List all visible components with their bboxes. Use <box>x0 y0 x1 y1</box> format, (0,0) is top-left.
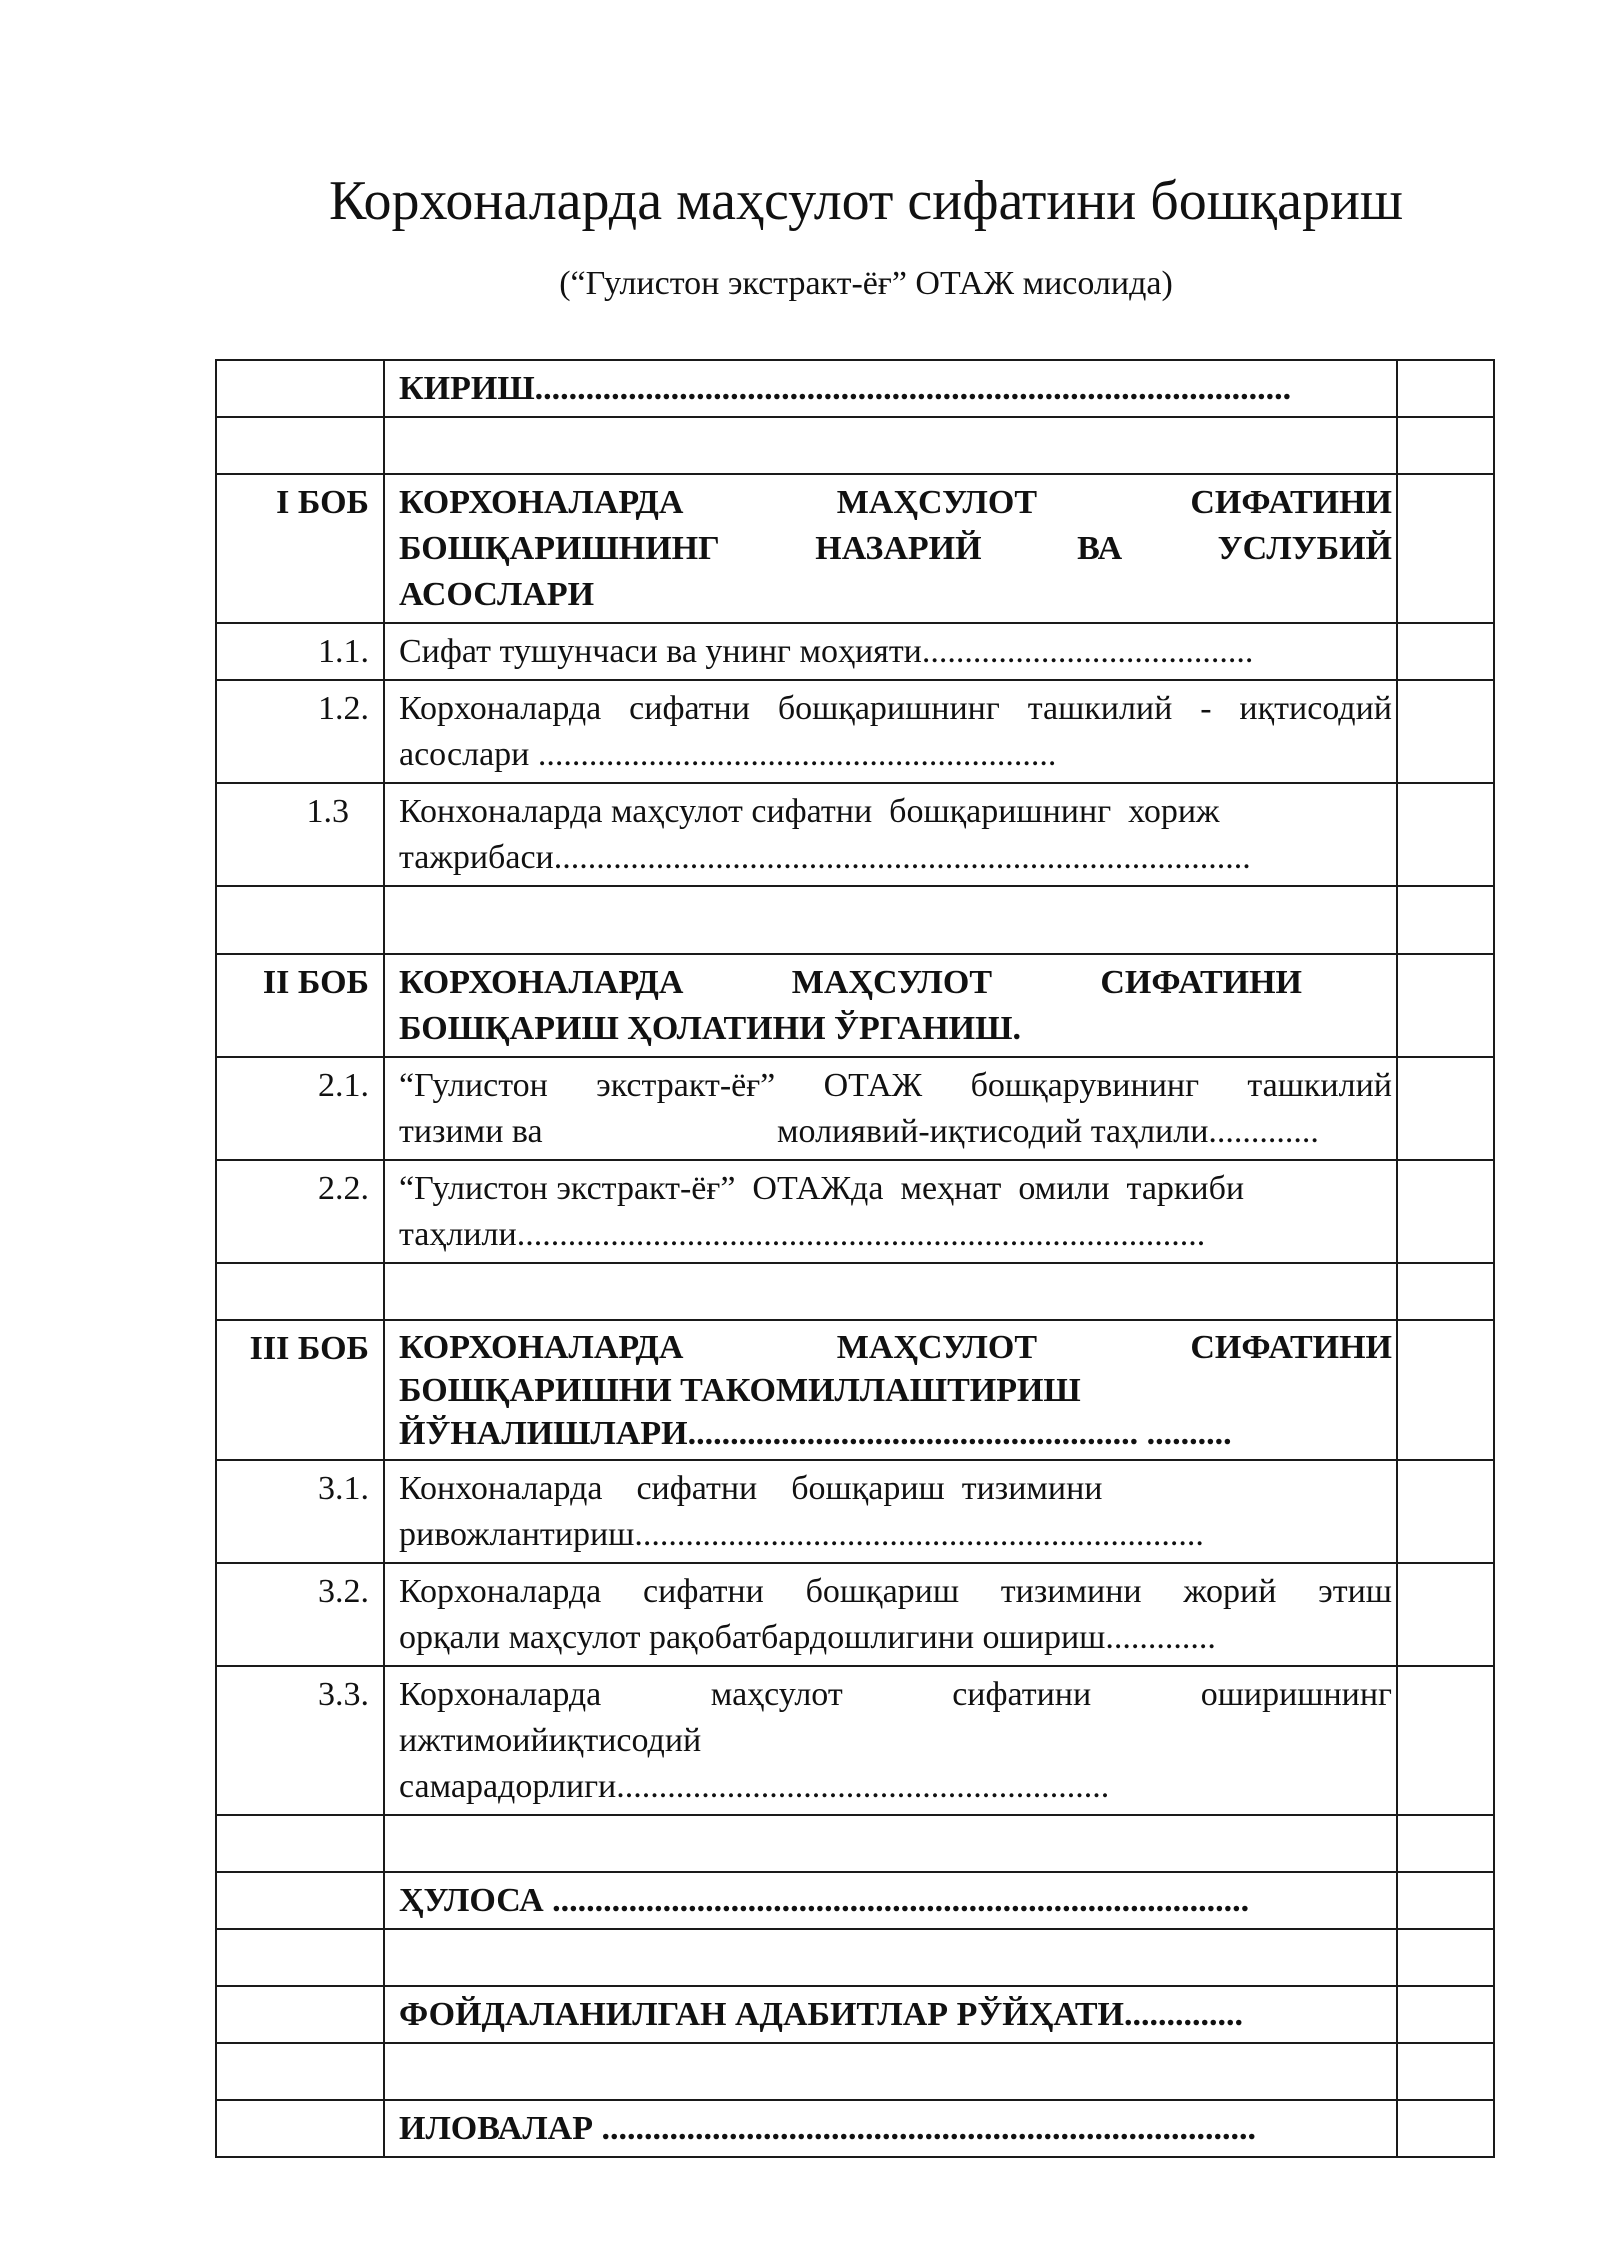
toc-entry-appendices[interactable] <box>384 2100 1397 2157</box>
toc-entry-line: тажрибаси.................................................................................. <box>399 839 1251 876</box>
toc-entry-section-3-1[interactable] <box>384 1460 1397 1563</box>
toc-row-section-3-1 <box>216 1460 1494 1563</box>
toc-entry-line: БОШҚАРИШНИНГ НАЗАРИЙ ВА УСЛУБИЙ <box>399 530 1392 567</box>
toc-page-cell <box>1397 1320 1494 1460</box>
toc-entry-line <box>399 1109 1392 1155</box>
toc-entry-line: ижтимоийиқтисодий <box>399 1722 702 1759</box>
toc-entry-line: Корхоналарда сифатни бошқаришнинг ташкилий - иқтисодий <box>399 690 1392 727</box>
toc-row-section-3-3 <box>216 1666 1494 1815</box>
toc-empty-cell <box>216 1263 384 1320</box>
toc-section-number: 1.2. <box>216 680 384 783</box>
toc-page-cell <box>1397 1460 1494 1563</box>
toc-spacer-row <box>216 1815 1494 1872</box>
toc-empty-cell <box>216 886 384 954</box>
toc-section-number: 1.3 <box>216 783 384 886</box>
table-of-contents <box>215 359 1495 2158</box>
toc-empty-cell <box>1397 2043 1494 2100</box>
toc-row-section-2-2 <box>216 1160 1494 1263</box>
toc-page-cell <box>1397 360 1494 417</box>
toc-entry-intro[interactable] <box>384 360 1397 417</box>
toc-entry-line: Конхоналарда маҳсулот сифатни бошқаришнинг хориж <box>399 793 1220 830</box>
toc-empty-cell <box>216 1815 384 1872</box>
toc-entry-fragment: молиявий-иқтисодий таҳлили............. <box>777 1113 1319 1150</box>
toc-entry-section-1-3[interactable] <box>384 783 1397 886</box>
document-subtitle: (“Гулистон экстракт-ёғ” ОТАЖ мисолида) <box>559 265 1173 302</box>
toc-entry-label: КИРИШ......................................................................................... <box>399 370 1292 407</box>
toc-empty-cell <box>1397 1263 1494 1320</box>
toc-entry-section-2-1[interactable] <box>384 1057 1397 1160</box>
toc-entry-line: орқали маҳсулот рақобатбардошлигини ошириш............. <box>399 1619 1216 1656</box>
toc-row-appendices <box>216 2100 1494 2157</box>
toc-page-cell <box>1397 474 1494 623</box>
toc-number-cell <box>216 2100 384 2157</box>
toc-empty-cell <box>216 2043 384 2100</box>
toc-page-cell <box>1397 2100 1494 2157</box>
toc-entry-section-3-2[interactable] <box>384 1563 1397 1666</box>
toc-page-cell <box>1397 1057 1494 1160</box>
document-title: Корхоналарда маҳсулот сифатини бошқариш <box>328 170 1404 232</box>
toc-entry-chapter-2[interactable] <box>384 954 1397 1057</box>
toc-empty-cell <box>384 1815 1397 1872</box>
toc-row-section-3-2 <box>216 1563 1494 1666</box>
toc-row-chapter-1 <box>216 474 1494 623</box>
toc-empty-cell <box>1397 417 1494 474</box>
toc-entry-section-3-3[interactable] <box>384 1666 1397 1815</box>
toc-section-number: 2.2. <box>216 1160 384 1263</box>
toc-page-cell <box>1397 1872 1494 1929</box>
toc-row-conclusion <box>216 1872 1494 1929</box>
toc-entry-label: ИЛОВАЛАР ............................................................................. <box>399 2110 1256 2147</box>
toc-entry-line: КОРХОНАЛАРДА МАҲСУЛОТ СИФАТИНИ <box>399 1329 1392 1366</box>
toc-page-cell <box>1397 954 1494 1057</box>
toc-entry-line: “Гулистон экстракт-ёғ” ОТАЖ бошқарувининг ташкилий <box>399 1067 1392 1104</box>
toc-spacer-row <box>216 2043 1494 2100</box>
toc-empty-cell <box>384 1929 1397 1986</box>
toc-row-section-2-1 <box>216 1057 1494 1160</box>
toc-section-number: 1.1. <box>216 623 384 680</box>
toc-row-intro <box>216 360 1494 417</box>
toc-entry-line: ривожлантириш................................................................... <box>399 1516 1204 1553</box>
toc-empty-cell <box>384 417 1397 474</box>
toc-entry-section-1-1[interactable] <box>384 623 1397 680</box>
toc-entry-chapter-1[interactable] <box>384 474 1397 623</box>
toc-entry-line: “Гулистон экстракт-ёғ” ОТАЖда меҳнат омили таркиби <box>399 1170 1245 1207</box>
toc-entry-references[interactable] <box>384 1986 1397 2043</box>
toc-empty-cell <box>384 1263 1397 1320</box>
toc-empty-cell <box>216 417 384 474</box>
toc-entry-line: Конхоналарда сифатни бошқариш тизимини <box>399 1470 1103 1507</box>
toc-row-chapter-2 <box>216 954 1494 1057</box>
toc-row-section-1-1 <box>216 623 1494 680</box>
toc-section-number: 3.3. <box>216 1666 384 1815</box>
toc-entry-line: самарадорлиги.......................................................... <box>399 1768 1110 1805</box>
toc-section-number: 3.2. <box>216 1563 384 1666</box>
toc-chapter-number: II БОБ <box>216 954 384 1057</box>
toc-entry-fragment: тизими ва <box>399 1113 543 1150</box>
toc-row-section-1-2 <box>216 680 1494 783</box>
toc-section-number: 3.1. <box>216 1460 384 1563</box>
toc-empty-cell <box>1397 1815 1494 1872</box>
toc-entry-label: ҲУЛОСА .................................................................................. <box>399 1882 1250 1919</box>
toc-entry-line: БОШҚАРИШНИ ТАКОМИЛЛАШТИРИШ <box>399 1372 1081 1409</box>
toc-entry-line: АСОСЛАРИ <box>399 576 595 613</box>
toc-entry-line: асослари ............................................................. <box>399 736 1057 773</box>
toc-entry-line: Корхоналарда маҳсулот сифатини оширишнинг <box>399 1676 1392 1713</box>
toc-entry-label: ФОЙДАЛАНИЛГАН АДАБИТЛАР РЎЙҲАТИ.............. <box>399 1996 1243 2033</box>
toc-number-cell <box>216 1986 384 2043</box>
toc-page-cell <box>1397 783 1494 886</box>
toc-chapter-number: III БОБ <box>216 1320 384 1460</box>
toc-empty-cell <box>216 1929 384 1986</box>
toc-entry-section-1-2[interactable] <box>384 680 1397 783</box>
toc-entry-line: Сифат тушунчаси ва унинг моҳияти....................................... <box>399 633 1254 670</box>
toc-row-chapter-3 <box>216 1320 1494 1460</box>
toc-chapter-number: I БОБ <box>216 474 384 623</box>
toc-empty-cell <box>384 2043 1397 2100</box>
toc-entry-conclusion[interactable] <box>384 1872 1397 1929</box>
toc-number-cell <box>216 1872 384 1929</box>
toc-entry-line: КОРХОНАЛАРДА МАҲСУЛОТ СИФАТИНИ <box>399 964 1302 1001</box>
toc-page-cell <box>1397 1563 1494 1666</box>
toc-entry-line: Корхоналарда сифатни бошқариш тизимини жорий этиш <box>399 1573 1392 1610</box>
toc-spacer-row <box>216 1263 1494 1320</box>
toc-spacer-row <box>216 1929 1494 1986</box>
toc-entry-line: КОРХОНАЛАРДА МАҲСУЛОТ СИФАТИНИ <box>399 484 1392 521</box>
toc-row-section-1-3 <box>216 783 1494 886</box>
toc-page-cell <box>1397 623 1494 680</box>
toc-empty-cell <box>384 886 1397 954</box>
toc-empty-cell <box>1397 1929 1494 1986</box>
toc-spacer-row <box>216 417 1494 474</box>
toc-number-cell <box>216 360 384 417</box>
toc-page-cell <box>1397 1666 1494 1815</box>
toc-entry-line: ЙЎНАЛИШЛАРИ..................................................... .......... <box>399 1415 1232 1452</box>
toc-spacer-row <box>216 886 1494 954</box>
toc-row-references <box>216 1986 1494 2043</box>
toc-entry-section-2-2[interactable] <box>384 1160 1397 1263</box>
toc-empty-cell <box>1397 886 1494 954</box>
toc-entry-chapter-3[interactable] <box>384 1320 1397 1460</box>
toc-page-cell <box>1397 1986 1494 2043</box>
toc-page-cell <box>1397 1160 1494 1263</box>
toc-entry-line: таҳлили................................................................................. <box>399 1216 1206 1253</box>
toc-section-number: 2.1. <box>216 1057 384 1160</box>
toc-page-cell <box>1397 680 1494 783</box>
toc-entry-line: БОШҚАРИШ ҲОЛАТИНИ ЎРГАНИШ. <box>399 1010 1021 1047</box>
